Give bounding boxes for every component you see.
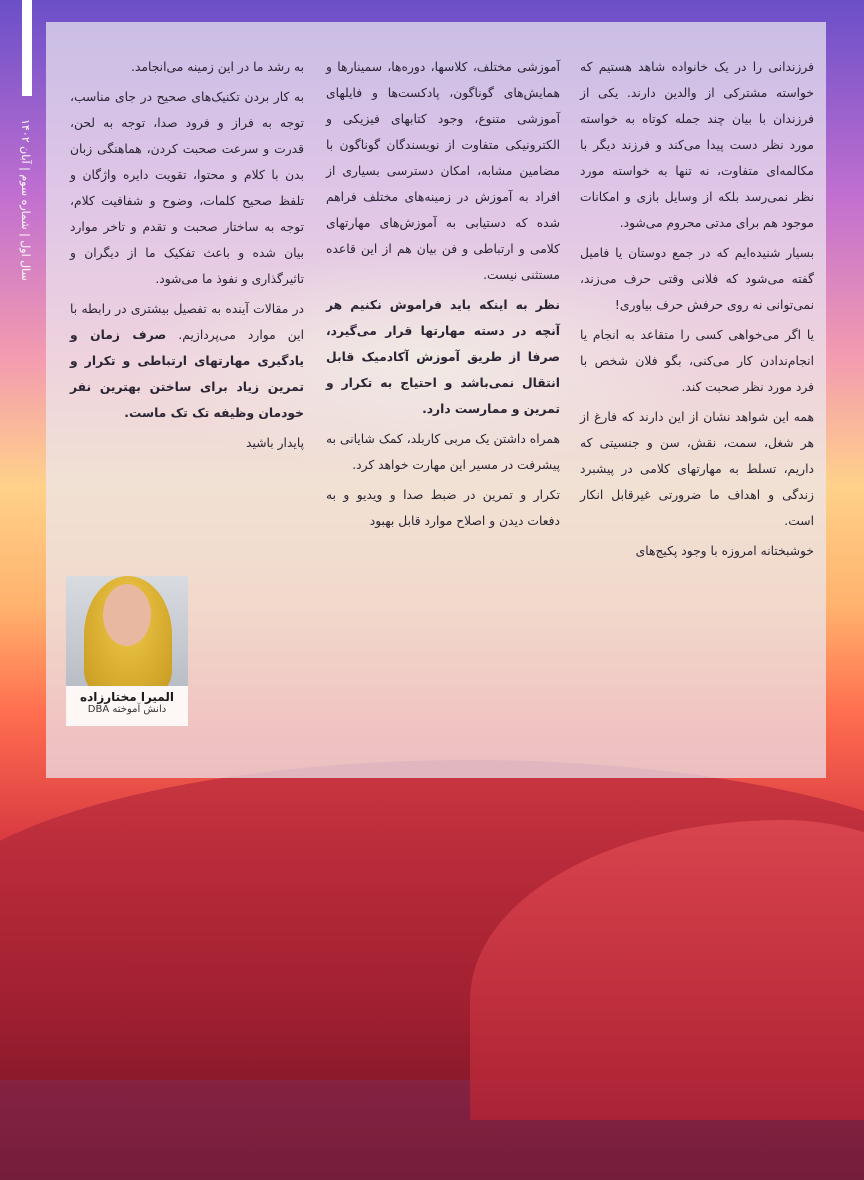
paragraph: به کار بردن تکنیک‌های صحیح در جای مناسب، توجه به فراز و فرود صدا، توجه به لحن، قدرت و سرعت صحبت کردن، هماهنگی زبان بدن با کلام و محتوا، تقویت دایره واژگان و تلفظ صحیح کلمات، وضوح و شفافیت کلام، توجه به ساختار صحبت و تقدم و تاخر موارد بیان شده و باعث تفکیک ما از دیگران و تاثیرگذاری و نفوذ ما می‌شود. bbox=[70, 90, 304, 286]
column-middle bbox=[326, 54, 560, 538]
article-card bbox=[46, 22, 826, 778]
paragraph: بسیار شنیده‌ایم که در جمع دوستان یا فامیل گفته می‌شود که فلانی وقتی حرف می‌زند، نمی‌توانی نه روی حرفش حرف بیاوری! bbox=[580, 246, 814, 312]
column-right bbox=[580, 54, 814, 568]
side-strip bbox=[0, 0, 46, 1080]
paragraph: تکرار و تمرین در ضبط صدا و ویدیو و به دفعات دیدن و اصلاح موارد قابل بهبود bbox=[326, 488, 560, 528]
paragraph: همه این شواهد نشان از این دارند که فارغ از هر شغل، سمت، نقش، سن و جنسیتی که داریم، تسلط به مهارتهای کلامی در پیشبرد زندگی و اهداف ما ضرورتی غیرقابل انکار است. bbox=[580, 410, 814, 528]
face-shape bbox=[103, 584, 151, 646]
paragraph-bold: نظر به اینکه باید فراموش نکنیم هر آنچه در دسته مهارتها قرار می‌گیرد، صرفا از طریق آموزش آکادمیک قابل انتقال نمی‌باشد و احتیاج به تکرار و تمرین و ممارست دارد. bbox=[326, 298, 560, 416]
column-left bbox=[70, 54, 304, 460]
paragraph: یا اگر می‌خواهی کسی را متقاعد به انجام یا انجام‌ندادن کار می‌کنی، بگو فلان شخص با فرد مورد نظر صحبت کند. bbox=[580, 328, 814, 394]
paragraph: آموزشی مختلف، کلاسها، دوره‌ها، سمینارها و همایش‌های گوناگون، پادکست‌ها و فایلهای آموزشی متنوع، وجود کتابهای فیزیکی و الکترونیکی متفاوت از نویسندگان گوناگون با مضامین مشابه، امکان دسترسی بسیاری از افراد به آموزش در زمینه‌های مختلف فراهم شده که دستیابی به آموزش‌های مهارتهای کلامی و ارتباطی و فن بیان هم از این قاعده مستثنی نیست. bbox=[326, 60, 560, 282]
paragraph bbox=[70, 296, 304, 426]
paragraph-text: در مقالات آینده به تفصیل بیشتری در رابطه با این موارد می‌پردازیم. bbox=[70, 302, 304, 342]
closing: پایدار باشید bbox=[246, 436, 304, 450]
author-caption bbox=[66, 686, 188, 726]
issue-info: سال اول | شماره سوم | آبان ۱۴۰۲ bbox=[19, 119, 32, 281]
author-name: المیرا مختارزاده bbox=[80, 690, 174, 704]
paragraph: به رشد ما در این زمینه می‌انجامد. bbox=[131, 60, 304, 74]
accent-bar bbox=[22, 0, 32, 96]
paragraph: همراه داشتن یک مربی کاربلد، کمک شایانی به پیشرفت در مسیر این مهارت خواهد کرد. bbox=[326, 432, 560, 472]
author-role: دانش آموخته DBA bbox=[87, 704, 167, 715]
paragraph: فرزندانی را در یک خانواده شاهد هستیم که خواسته مشترکی از والدین دارند. یکی از فرزندان با بیان چند جمله کوتاه به خواسته مورد نظر دست پیدا می‌کند و فرزند دیگر با مکالمه‌ای متفاوت، نه تنها به خواسته مورد نظر نمی‌رسد بلکه از وسایل بازی و امکانات موجود هم برای مدتی محروم می‌شود. bbox=[580, 60, 814, 230]
paragraph: خوشبختانه امروزه با وجود پکیج‌های bbox=[635, 544, 814, 558]
author-photo bbox=[66, 576, 188, 686]
paragraph-bold-tail: صرف زمان و یادگیری مهارتهای ارتباطی و تکرار و تمرین زیاد برای ساختن بهترین نفر خودمان وظیفه تک تک ماست. bbox=[70, 328, 304, 420]
